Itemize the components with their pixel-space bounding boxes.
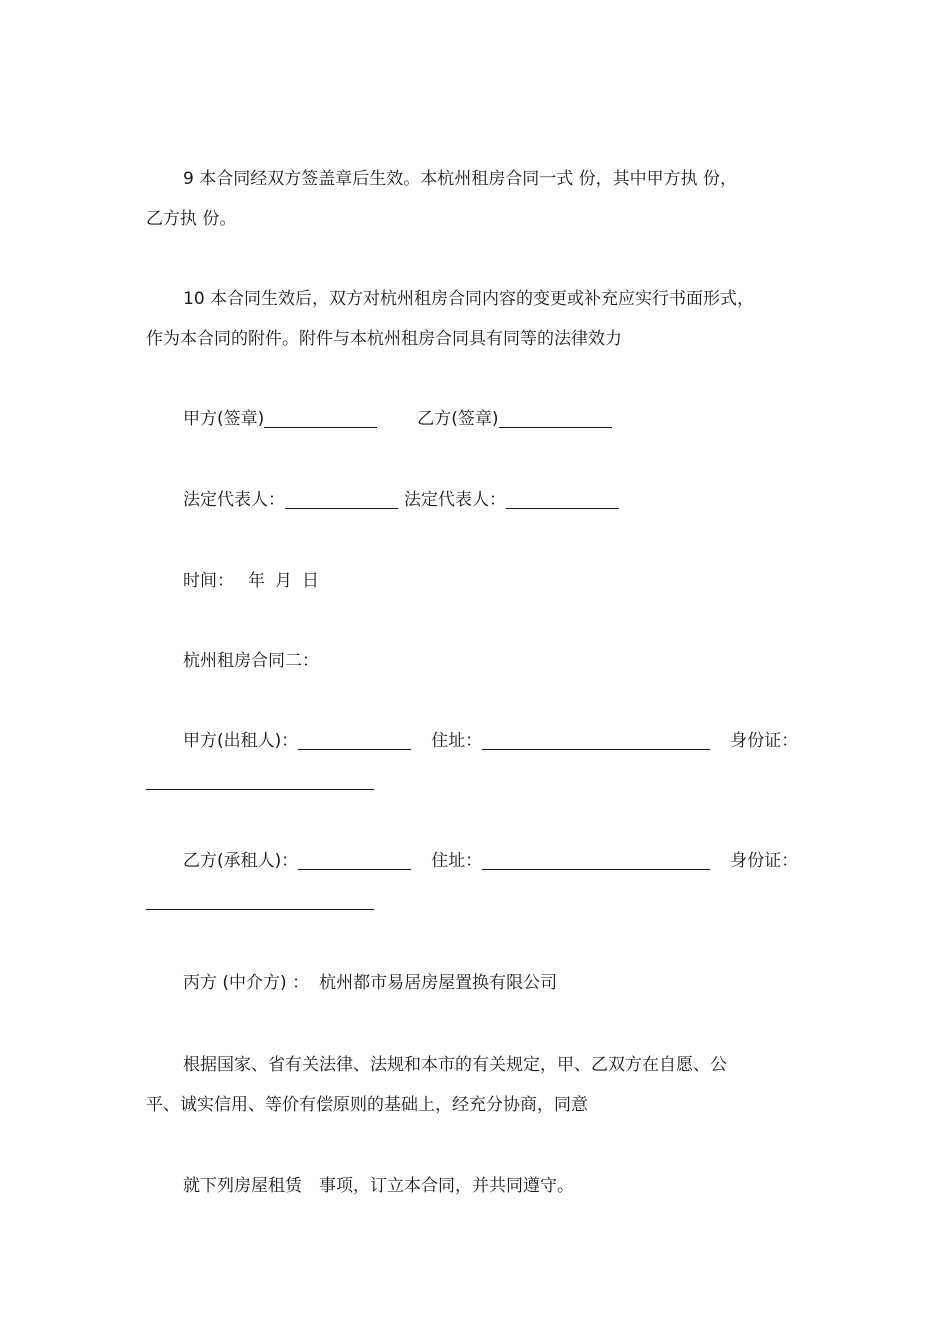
lessor-id-label: 身份证： xyxy=(730,731,799,751)
party-b-signature-label: 乙方(签章) xyxy=(417,409,499,429)
contract-2-heading: 杭州租房合同二： xyxy=(183,651,319,671)
lessor-label: 甲方(出租人)： xyxy=(183,731,299,751)
rep-a-blank xyxy=(285,486,398,509)
contract-2-heading-row xyxy=(146,641,816,681)
rep-b-blank xyxy=(506,486,619,509)
lessee-id-label: 身份证： xyxy=(730,851,799,871)
lessee-name-blank xyxy=(298,847,411,870)
lessee-id-blank xyxy=(146,887,374,910)
party-a-signature-blank xyxy=(264,405,377,428)
clause-10-line-2: 作为本合同的附件。附件与本杭州租房合同具有同等的法律效力 xyxy=(146,329,622,349)
year-label: 年 xyxy=(248,571,265,591)
lessor-name-blank xyxy=(298,727,411,750)
party-b-signature-blank xyxy=(499,405,612,428)
intro-line-3: 就下列房屋租赁 事项，订立本合同，并共同遵守。 xyxy=(183,1176,574,1196)
intro-line-1: 根据国家、省有关法律、法规和本市的有关规定，甲、乙双方在自愿、公 xyxy=(183,1055,727,1075)
clause-9-line-1: 9 本合同经双方签盖章后生效。本杭州租房合同一式 份，其中甲方执 份， xyxy=(183,169,738,189)
rep-b-label: 法定代表人： xyxy=(404,490,506,510)
agent-label: 丙方 (中介方) ： xyxy=(183,973,310,993)
intro-paragraph xyxy=(146,1045,816,1125)
rep-a-label: 法定代表人： xyxy=(183,490,285,510)
agent-name: 杭州都市易居房屋置换有限公司 xyxy=(319,973,558,993)
lessee-address-blank xyxy=(482,847,710,870)
date-row xyxy=(146,561,816,601)
lessor-address-label: 住址： xyxy=(431,731,483,751)
lessee-row xyxy=(146,841,816,921)
clause-9-line-2: 乙方执 份。 xyxy=(146,209,237,229)
month-label: 月 xyxy=(275,571,292,591)
clause-9 xyxy=(146,159,816,239)
intro-line-2: 平、诚实信用、等价有偿原则的基础上，经充分协商，同意 xyxy=(146,1095,588,1115)
lessor-address-blank xyxy=(482,727,710,750)
agent-row xyxy=(146,963,816,1003)
intro-continuation xyxy=(146,1166,816,1206)
signature-row xyxy=(146,399,816,439)
clause-10 xyxy=(146,279,816,359)
lessor-row xyxy=(146,721,816,801)
lessor-id-blank xyxy=(146,767,374,790)
day-label: 日 xyxy=(302,571,319,591)
lessee-label: 乙方(承租人)： xyxy=(183,851,299,871)
lessee-address-label: 住址： xyxy=(431,851,483,871)
party-a-signature-label: 甲方(签章) xyxy=(183,409,265,429)
legal-representative-row xyxy=(146,480,816,520)
clause-10-line-1: 10 本合同生效后，双方对杭州租房合同内容的变更或补充应实行书面形式， xyxy=(183,289,755,309)
time-label: 时间： xyxy=(183,571,234,591)
